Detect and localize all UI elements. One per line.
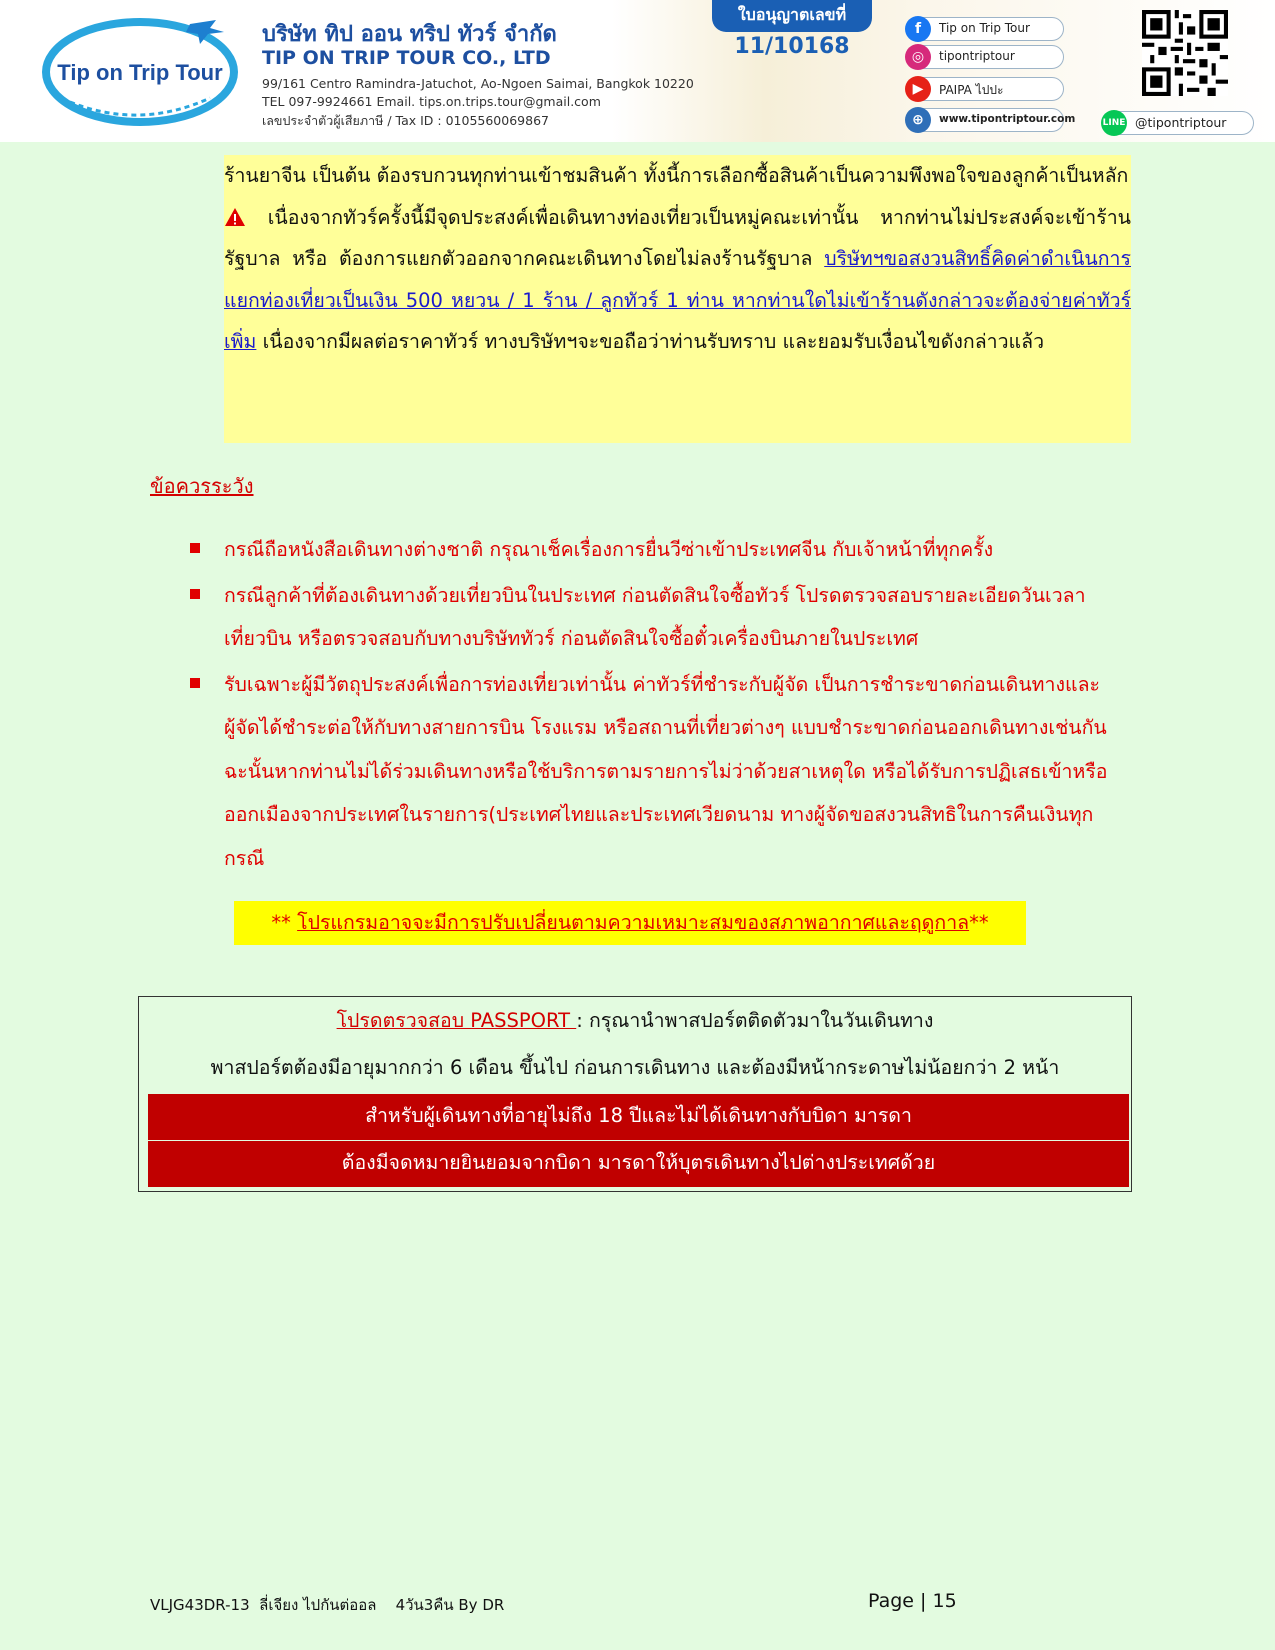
- page-number: Page | 15: [868, 1590, 957, 1612]
- facebook-icon: f: [905, 16, 931, 42]
- list-item: กรณีถือหนังสือเดินทางต่างชาติ กรุณาเช็คเรื่องการยื่นวีซ่าเข้าประเทศจีน กับเจ้าหน้าที่ทุกครั้ง: [186, 528, 1111, 572]
- company-contact: TEL 097-9924661 Email. tips.on.trips.tour@gmail.com: [262, 94, 601, 109]
- minor-travel-line-1: สำหรับผู้เดินทางที่อายุไม่ถึง 18 ปีและไม่ได้เดินทางกับบิดา มารดา: [148, 1094, 1129, 1140]
- passport-validity-line: พาสปอร์ตต้องมีอายุมากกว่า 6 เดือน ขึ้นไป ก่อนการเดินทาง และต้องมีหน้ากระดาษไม่น้อยกว่า 2 หน้า: [210, 1056, 1060, 1079]
- instagram-icon: ◎: [905, 44, 931, 70]
- company-name-english: TIP ON TRIP TOUR CO., LTD: [262, 47, 551, 69]
- caution-list: [186, 528, 1111, 882]
- line-link[interactable]: LINE @tipontriptour: [1102, 111, 1254, 135]
- footer-program-code: VLJG43DR-13 ลี่เจียง ไปกันต่ออล 4วัน3คืน By DR: [150, 1596, 505, 1614]
- minor-travel-line-2: ต้องมีจดหมายยินยอมจากบิดา มารดาให้บุตรเดินทางไปต่างประเทศด้วย: [148, 1141, 1129, 1187]
- website-link[interactable]: ⊕ www.tipontriptour.com: [906, 108, 1064, 132]
- warning-icon: [224, 207, 246, 227]
- youtube-link[interactable]: ▶ PAIPA ไปปะ: [906, 77, 1064, 101]
- passport-box: [138, 996, 1132, 1192]
- notice-paragraph-2: เนื่องจากทัวร์ครั้งนี้มีจุดประสงค์เพื่อเดินทางท่องเที่ยวเป็นหมู่คณะเท่านั้น หากท่านไม่ประสงค์จะเข้าร้านรัฐบาล หรือ ต้องการแยกตัวออกจากคณะเดินทางโดยไม่ลงร้านรัฐบาล บริษัทฯขอสงวนสิทธิ์คิดค่าดำเนินการแยกท่องเที่ยวเป็นเงิน 500 หยวน / 1 ร้าน / ลูกทัวร์ 1 ท่าน หากท่านใดไม่เข้าร้านดังกล่าวจะต้องจ่ายค่าทัวร์เพิ่ม เนื่องจากมีผลต่อราคาทัวร์ ทางบริษัทฯจะขอถือว่าท่านรับทราบ และยอมรับเงื่อนไขดังกล่าวแล้ว: [224, 205, 1131, 353]
- bullet-square-icon: [190, 589, 200, 599]
- bullet-square-icon: [190, 678, 200, 688]
- bullet-square-icon: [190, 543, 200, 553]
- license-number: 11/10168: [734, 34, 850, 59]
- license-label: ใบอนุญาตเลขที่: [712, 0, 872, 32]
- shopping-notice: [224, 155, 1131, 443]
- list-item: รับเฉพาะผู้มีวัตถุประสงค์เพื่อการท่องเที่ยวเท่านั้น ค่าทัวร์ที่ชำระกับผู้จัด เป็นการชำระขาดก่อนเดินทางและผู้จัดได้ชำระต่อให้กับทางสายการบิน โรงแรม หรือสถานที่เที่ยวต่างๆ แบบชำระขาดก่อนออกเดินทางเช่นกัน ฉะนั้นหากท่านไม่ได้ร่วมเดินทางหรือใช้บริการตามรายการไม่ว่าด้วยสาเหตุใด หรือได้รับการปฏิเสธเข้าหรือออกเมืองจากประเทศในรายการ(ประเทศไทยและประเทศเวียดนาม ทางผู้จัดขอสงวนสิทธิในการคืนเงินทุกกรณี: [186, 663, 1111, 881]
- passport-check-line: โปรดตรวจสอบ PASSPORT : กรุณานำพาสปอร์ตติดตัวมาในวันเดินทาง: [336, 1009, 934, 1032]
- svg-text:Tip on Trip Tour: Tip on Trip Tour: [57, 60, 223, 85]
- notice-paragraph-1: ร้านยาจีน เป็นต้น ต้องรบกวนทุกท่านเข้าชมสินค้า ทั้งนี้การเลือกซื้อสินค้าเป็นความพึงพอใจของลูกค้าเป็นหลัก: [224, 164, 1129, 187]
- surcharge-policy-link[interactable]: บริษัทฯขอสงวนสิทธิ์คิดค่าดำเนินการแยกท่องเที่ยวเป็นเงิน 500 หยวน / 1 ร้าน / ลูกทัวร์ 1 ท่าน หากท่านใดไม่เข้าร้านดังกล่าวจะต้องจ่ายค่าทัวร์เพิ่ม: [224, 247, 1131, 353]
- program-change-note: ** โปรแกรมอาจจะมีการปรับเปลี่ยนตามความเหมาะสมของสภาพอากาศและฤดูกาล**: [234, 901, 1026, 945]
- letterhead: [0, 0, 1275, 142]
- company-name-thai: บริษัท ทิป ออน ทริป ทัวร์ จำกัด: [262, 22, 557, 47]
- globe-icon: ⊕: [905, 107, 931, 133]
- qr-code[interactable]: [1142, 10, 1228, 96]
- youtube-icon: ▶: [905, 76, 931, 102]
- caution-heading: ข้อควรระวัง: [150, 474, 254, 498]
- instagram-link[interactable]: ◎ tipontriptour: [906, 45, 1064, 69]
- line-icon: LINE: [1101, 110, 1127, 136]
- company-logo: [40, 10, 240, 128]
- company-tax-id: เลขประจำตัวผู้เสียภาษี / Tax ID : 0105560069867: [262, 113, 549, 128]
- company-address: 99/161 Centro Ramindra-Jatuchot, Ao-Ngoen Saimai, Bangkok 10220: [262, 76, 694, 91]
- facebook-link[interactable]: f Tip on Trip Tour: [906, 17, 1064, 41]
- list-item: กรณีลูกค้าที่ต้องเดินทางด้วยเที่ยวบินในประเทศ ก่อนตัดสินใจซื้อทัวร์ โปรดตรวจสอบรายละเอียดวันเวลา เที่ยวบิน หรือตรวจสอบกับทางบริษัททัวร์ ก่อนตัดสินใจซื้อตั๋วเครื่องบินภายในประเทศ: [186, 574, 1111, 661]
